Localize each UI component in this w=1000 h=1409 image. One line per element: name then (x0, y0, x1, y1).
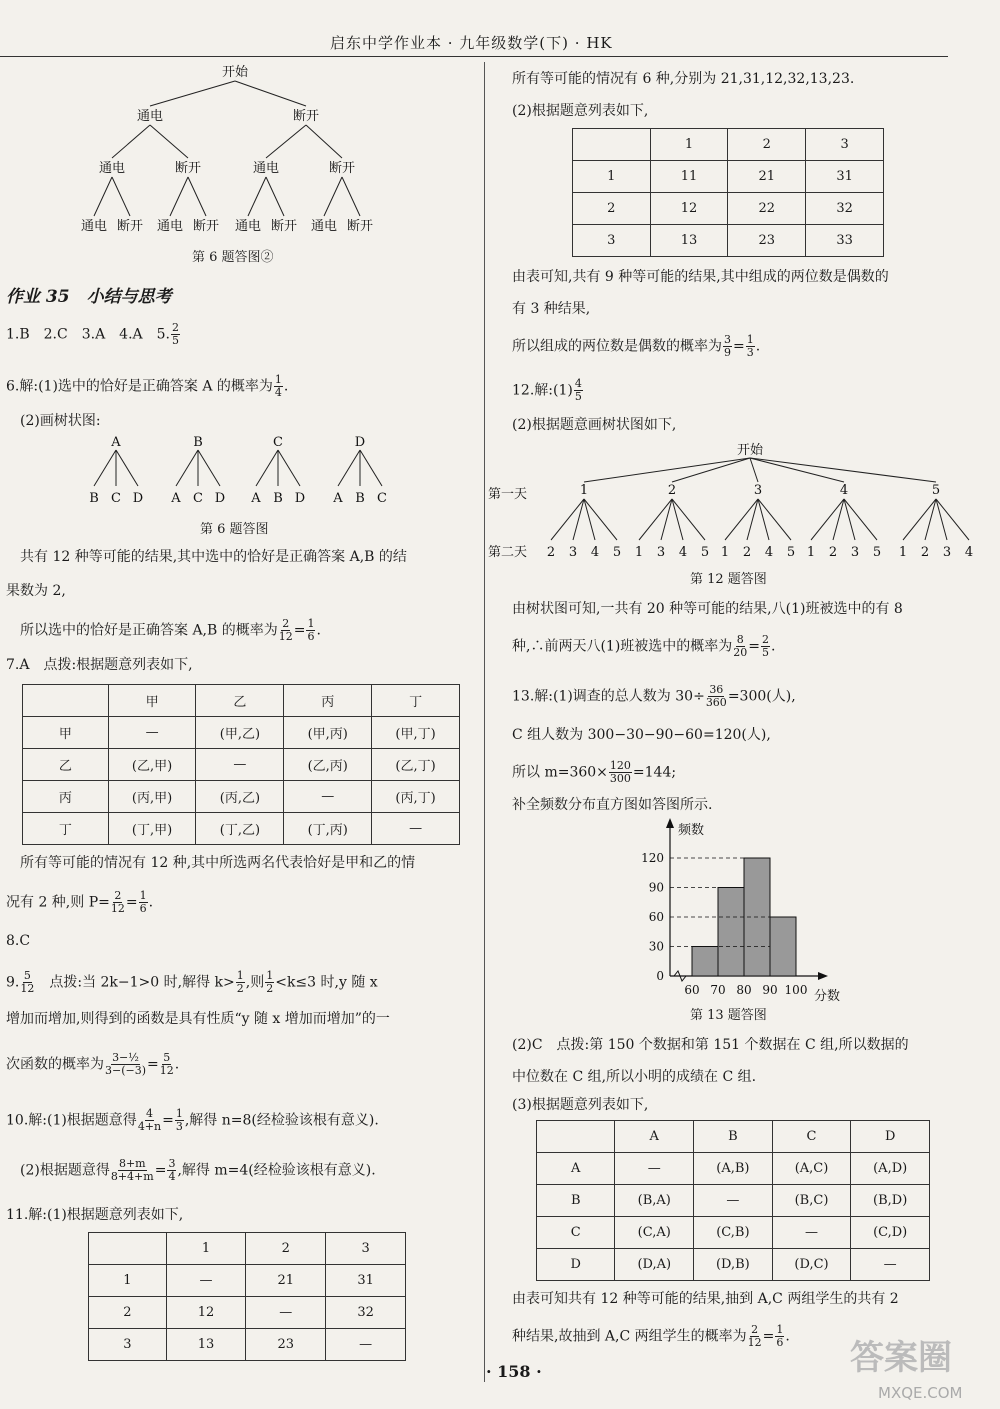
q13-line8: 由表可知共有 12 种等可能的结果,抽到 A,C 两组学生的共有 2 (512, 1291, 899, 1307)
table-row (573, 193, 884, 225)
table-cell: 32 (326, 1297, 406, 1329)
tree-diagram-6b (70, 64, 400, 244)
table-cell: — (372, 813, 460, 845)
table-cell: (甲,丙) (284, 717, 372, 749)
tree-child: 1 (806, 545, 816, 560)
tree-branch (811, 499, 844, 540)
tree6-caption: 第 6 题答图 (200, 522, 269, 537)
q9-line2: 增加而增加,则得到的函数是具有性质“y 随 x 增加而增加”的一 (6, 1011, 390, 1027)
q10-line2: (2)根据题意得 $\frac{8+m}{8+4+m}$ = $\frac{3}{4}$ ,解得 m=4(经检验该根有意义). (20, 1157, 376, 1183)
table-cell: (甲,乙) (196, 717, 284, 749)
table-cell: 31 (326, 1265, 406, 1297)
tree-node: 断开 (328, 161, 356, 176)
tree-node: 通电 (310, 219, 338, 234)
table-cell: 12 (166, 1297, 246, 1329)
table-cell: 2 (89, 1297, 167, 1329)
table-cell: — (284, 781, 372, 813)
tree-child: 3 (942, 545, 952, 560)
q8-answer: 8.C (6, 933, 31, 949)
tree-branch (198, 450, 220, 486)
tree-branch (266, 177, 284, 216)
tree-branch (176, 450, 198, 486)
tree-branch (235, 81, 306, 106)
table-cell: 23 (246, 1329, 326, 1361)
q7-line2: 所有等可能的情况有 12 种,其中所选两名代表恰好是甲和乙的情 (20, 855, 416, 871)
q7-table (22, 684, 460, 845)
histogram-bar (770, 917, 796, 976)
table-row (537, 1249, 930, 1281)
tree-branch (750, 458, 844, 482)
table-cell: (丁,甲) (108, 813, 196, 845)
table-cell: 乙 (196, 685, 284, 717)
column-divider (484, 62, 485, 1382)
tree-child: 2 (828, 545, 838, 560)
q11-line5: 有 3 种结果, (512, 301, 591, 317)
table-cell: 31 (806, 161, 884, 193)
table-row (573, 225, 884, 257)
table-cell: C (537, 1217, 615, 1249)
tree-parent: C (273, 435, 283, 450)
q6-line3: 共有 12 种等可能的结果,其中选中的恰好是正确答案 A,B 的结 (20, 549, 407, 565)
y-tick-label: 90 (648, 880, 664, 895)
q6-line5: 所以选中的恰好是正确答案 A,B 的概率为 $\frac{2}{12}$ = $\frac{1}{6}$ . (20, 617, 321, 643)
table-cell: (B,C) (772, 1185, 851, 1217)
table-cell: — (108, 717, 196, 749)
tree-child: 2 (920, 545, 930, 560)
y-tick-label: 60 (648, 910, 664, 924)
table-cell: — (166, 1265, 246, 1297)
table-cell: (B,A) (615, 1185, 694, 1217)
q12-line2: (2)根据题意画树状图如下, (512, 417, 677, 433)
tree12-caption: 第 12 题答图 (690, 572, 767, 587)
tree-parent: 2 (667, 483, 677, 498)
q9-line3: 次函数的概率为 $\frac{\text{3−½}}{3-(-3)}$ = $\frac{5}{12}$ . (6, 1051, 180, 1077)
table-cell: 1 (650, 129, 728, 161)
table-cell: — (326, 1329, 406, 1361)
page-header (0, 28, 1000, 58)
x-axis-label: 分数 (814, 989, 840, 1002)
table-cell: D (537, 1249, 615, 1281)
watermark-url: MXQE.COM (878, 1384, 963, 1402)
tree-node: 断开 (292, 109, 320, 124)
table-cell (23, 685, 109, 717)
row-label-day2: 第二天 (488, 545, 528, 560)
tree-node: 通电 (98, 161, 126, 176)
q7-line1: 7.A 点拨:根据题意列表如下, (6, 657, 193, 673)
histogram-bar (692, 947, 718, 977)
y-axis-label: 频数 (678, 823, 705, 838)
q7-line3: 况有 2 种,则 P= $\frac{2}{12}$ = $\frac{1}{6}$ . (6, 889, 154, 915)
q12-line1: 12.解:(1) $\frac{4}{5}$ (512, 377, 582, 403)
tree-child: B (355, 491, 365, 506)
x-tick-label: 60 (684, 983, 700, 997)
table-cell: 21 (728, 161, 806, 193)
tree-parent: 3 (753, 483, 763, 498)
watermark-logo: 答案圈 (850, 1338, 952, 1378)
tree-branch (672, 458, 750, 482)
table-row (89, 1233, 406, 1265)
tree-child: D (294, 491, 306, 506)
x-axis-arrow (818, 972, 828, 980)
table-cell: 33 (806, 225, 884, 257)
table-cell: B (537, 1185, 615, 1217)
table-cell (573, 129, 651, 161)
table-row (537, 1217, 930, 1249)
tree-child: C (111, 491, 121, 506)
tree-node: 通电 (234, 219, 262, 234)
q10-line1: 10.解:(1)根据题意得 $\frac{4}{4+n}$ = $\frac{1}{3}$ ,解得 n=8(经检验该根有意义). (6, 1107, 379, 1133)
table-row (573, 161, 884, 193)
tree6b-caption: 第 6 题答图② (192, 250, 274, 265)
tree-node: 通电 (136, 109, 164, 124)
tree-child: C (377, 491, 387, 506)
table-cell: (A,C) (772, 1153, 851, 1185)
table-cell: (乙,丙) (284, 749, 372, 781)
tree-branch (94, 177, 112, 216)
tree-child: 1 (720, 545, 730, 560)
tree-node: 通电 (252, 161, 280, 176)
table-cell: (A,D) (851, 1153, 930, 1185)
table-cell: (D,A) (615, 1249, 694, 1281)
tree-diagram-6 (70, 432, 400, 512)
tree-child: C (193, 491, 203, 506)
header-rule (0, 56, 948, 57)
table-row (573, 129, 884, 161)
tree-child: 4 (590, 545, 600, 560)
tree-branch (758, 499, 791, 540)
header-title: 启东中学作业本 · 九年级数学(下) · HK (330, 34, 613, 52)
tree-node: 断开 (270, 219, 298, 234)
table-cell: C (772, 1121, 851, 1153)
table-cell: D (851, 1121, 930, 1153)
tree-child: B (89, 491, 99, 506)
table-cell: (C,D) (851, 1217, 930, 1249)
table-cell: (D,B) (694, 1249, 773, 1281)
table-cell: 11 (650, 161, 728, 193)
tree-node: 断开 (116, 219, 144, 234)
tree-parent: 4 (839, 483, 849, 498)
table-cell: A (537, 1153, 615, 1185)
tree-branch (750, 458, 936, 482)
tree-child: 1 (898, 545, 908, 560)
tree-branch (584, 458, 750, 482)
tree-branch (844, 499, 877, 540)
table-cell: 3 (326, 1233, 406, 1265)
q11-line2: 所有等可能的情况有 6 种,分别为 21,31,12,32,13,23. (512, 71, 855, 87)
table-row (23, 813, 460, 845)
tree-child: B (273, 491, 283, 506)
q13-line5: (2)C 点拨:第 150 个数据和第 151 个数据在 C 组,所以数据的 (512, 1037, 909, 1053)
tree-branch (170, 177, 188, 216)
table-cell: (甲,丁) (372, 717, 460, 749)
q13-line1: 13.解:(1)调查的总人数为 30÷ $\frac{36}{360}$ =300(人), (512, 683, 796, 709)
tree-branch (112, 125, 150, 158)
tree-root: 开始 (736, 443, 764, 458)
tree-child: D (214, 491, 226, 506)
tree-parent: A (111, 435, 121, 450)
tree-branch (278, 450, 300, 486)
x-tick-label: 80 (736, 983, 752, 997)
q13-line3: 所以 m=360× $\frac{120}{300}$ =144; (512, 759, 677, 785)
tree-child: 3 (568, 545, 578, 560)
tree-child: 1 (634, 545, 644, 560)
table-cell: (丁,乙) (196, 813, 284, 845)
table-cell: (C,A) (615, 1217, 694, 1249)
table-row (537, 1153, 930, 1185)
q11-line4: 由表可知,共有 9 种等可能的结果,其中组成的两位数是偶数的 (512, 269, 889, 285)
q6-line4: 果数为 2, (6, 583, 66, 599)
table-cell: 甲 (23, 717, 109, 749)
table-cell: (B,D) (851, 1185, 930, 1217)
q13-table (536, 1120, 930, 1281)
table-cell: 32 (806, 193, 884, 225)
table-cell: 22 (728, 193, 806, 225)
tree-diagram-12 (486, 440, 980, 564)
tree-branch (936, 499, 969, 540)
table-cell: 3 (89, 1329, 167, 1361)
tree-branch (248, 177, 266, 216)
tree-branch (551, 499, 584, 540)
table-cell: — (694, 1185, 773, 1217)
table-cell: A (615, 1121, 694, 1153)
table-cell: 2 (246, 1233, 326, 1265)
table-row (23, 717, 460, 749)
table-cell: 1 (573, 161, 651, 193)
section-title: 作业 35 小结与思考 (6, 287, 172, 307)
x-tick-label: 100 (784, 983, 808, 997)
tree-child: 5 (786, 545, 796, 560)
y-tick-label: 30 (648, 939, 664, 954)
tree-child: 4 (678, 545, 688, 560)
table-cell: 3 (806, 129, 884, 161)
tree-child: 5 (700, 545, 710, 560)
table-cell: 丙 (284, 685, 372, 717)
q12-line4: 种,∴前两天八(1)班被选中的概率为 $\frac{8}{20}$ = $\frac{2}{5}$ . (512, 633, 776, 659)
q12-line3: 由树状图可知,一共有 20 种等可能的结果,八(1)班被选中的有 8 (512, 601, 903, 617)
q11-line1: 11.解:(1)根据题意列表如下, (6, 1207, 184, 1223)
tree-branch (584, 499, 617, 540)
q11-line6: 所以组成的两位数是偶数的概率为 $\frac{3}{9}$ = $\frac{1}{3}$ . (512, 333, 761, 359)
table-row (89, 1297, 406, 1329)
table-cell: 丁 (372, 685, 460, 717)
tree-child: 4 (764, 545, 774, 560)
q11-table1 (88, 1232, 406, 1361)
q6-line1: 6.解:(1)选中的恰好是正确答案 A 的概率为 $\frac{1}{4}$ . (6, 373, 289, 399)
histogram-bar (718, 888, 744, 977)
tree-node: 通电 (156, 219, 184, 234)
table-cell: 1 (89, 1265, 167, 1297)
table-cell (537, 1121, 615, 1153)
row-label-day1: 第一天 (488, 487, 528, 502)
tree-child: A (333, 491, 343, 506)
tree-branch (116, 450, 138, 486)
q11-line3: (2)根据题意列表如下, (512, 103, 649, 119)
y-tick-label: 120 (641, 851, 664, 865)
table-cell: 13 (650, 225, 728, 257)
tree-child: 5 (872, 545, 882, 560)
page-number: · 158 · (486, 1362, 542, 1381)
table-cell: 3 (573, 225, 651, 257)
table-cell: 丙 (23, 781, 109, 813)
table-cell: 丁 (23, 813, 109, 845)
table-cell: (丙,乙) (196, 781, 284, 813)
tree-branch (338, 450, 360, 486)
q9-line1: 9. $\frac{5}{12}$ 点拨:当 2k−1>0 时,解得 k> $\frac{1}{2}$ ,则 $\frac{1}{2}$ <k≤3 时,y 随 x (6, 969, 378, 995)
q13-line4: 补全频数分布直方图如答图所示. (512, 797, 713, 813)
tree-node: 通电 (80, 219, 108, 234)
tree-branch (672, 499, 705, 540)
tree-branch (306, 125, 342, 158)
tree-child: D (132, 491, 144, 506)
tree-branch (188, 177, 206, 216)
y-axis-arrow (666, 818, 674, 828)
hist-caption: 第 13 题答图 (690, 1008, 767, 1023)
table-row (89, 1265, 406, 1297)
q11-table2 (572, 128, 884, 257)
table-cell: — (615, 1153, 694, 1185)
table-cell (89, 1233, 167, 1265)
tree-branch (94, 450, 116, 486)
tree-child: 3 (850, 545, 860, 560)
x-tick-label: 70 (710, 983, 726, 997)
x-tick-label: 90 (762, 983, 778, 997)
tree-node: 断开 (174, 161, 202, 176)
q1to5-answers: 1.B 2.C 3.A 4.A 5. $\frac{2}{5}$ (6, 321, 180, 347)
q13-line7: (3)根据题意列表如下, (512, 1097, 649, 1113)
table-cell: (丙,甲) (108, 781, 196, 813)
histogram-chart (620, 816, 840, 1002)
table-cell: 甲 (108, 685, 196, 717)
tree-root: 开始 (221, 65, 249, 80)
table-cell: (丁,丙) (284, 813, 372, 845)
tree-child: 5 (612, 545, 622, 560)
tree-branch (750, 458, 758, 482)
tree-branch (903, 499, 936, 540)
table-cell: (乙,丁) (372, 749, 460, 781)
y-tick-label: 0 (656, 969, 664, 983)
tree-branch (725, 499, 758, 540)
table-cell: (乙,甲) (108, 749, 196, 781)
table-cell: 1 (166, 1233, 246, 1265)
q13-line6: 中位数在 C 组,所以小明的成绩在 C 组. (512, 1069, 757, 1085)
tree-child: A (171, 491, 181, 506)
tree-child: 4 (964, 545, 974, 560)
table-cell: 乙 (23, 749, 109, 781)
table-row (537, 1121, 930, 1153)
table-cell: B (694, 1121, 773, 1153)
table-cell: 2 (728, 129, 806, 161)
table-cell: — (772, 1217, 851, 1249)
q6-line2: (2)画树状图: (20, 413, 101, 429)
table-row (23, 749, 460, 781)
q13-line2: C 组人数为 300−30−90−60=120(人), (512, 727, 771, 743)
table-cell: 21 (246, 1265, 326, 1297)
tree-child: A (251, 491, 261, 506)
table-row (23, 685, 460, 717)
table-cell: (A,B) (694, 1153, 773, 1185)
table-cell: — (196, 749, 284, 781)
table-row (537, 1185, 930, 1217)
table-cell: (D,C) (772, 1249, 851, 1281)
tree-branch (112, 177, 130, 216)
table-cell: 23 (728, 225, 806, 257)
tree-branch (150, 125, 188, 158)
tree-parent: 5 (931, 483, 941, 498)
table-cell: — (851, 1249, 930, 1281)
tree-branch (266, 125, 306, 158)
tree-child: 3 (656, 545, 666, 560)
table-row (23, 781, 460, 813)
tree-branch (639, 499, 672, 540)
table-cell: (C,B) (694, 1217, 773, 1249)
q13-line9: 种结果,故抽到 A,C 两组学生的概率为 $\frac{2}{12}$ = $\frac{1}{6}$ . (512, 1323, 790, 1349)
table-cell: (丙,丁) (372, 781, 460, 813)
tree-branch (360, 450, 382, 486)
tree-branch (342, 177, 360, 216)
tree-parent: D (354, 435, 366, 450)
table-cell: — (246, 1297, 326, 1329)
tree-parent: B (193, 435, 203, 450)
table-cell: 13 (166, 1329, 246, 1361)
tree-node: 断开 (192, 219, 220, 234)
table-cell: 2 (573, 193, 651, 225)
tree-branch (256, 450, 278, 486)
tree-branch (324, 177, 342, 216)
tree-node: 断开 (346, 219, 374, 234)
table-cell: 12 (650, 193, 728, 225)
tree-child: 2 (742, 545, 752, 560)
tree-parent: 1 (579, 483, 589, 498)
table-row (89, 1329, 406, 1361)
tree-branch (150, 81, 235, 106)
tree-child: 2 (546, 545, 556, 560)
